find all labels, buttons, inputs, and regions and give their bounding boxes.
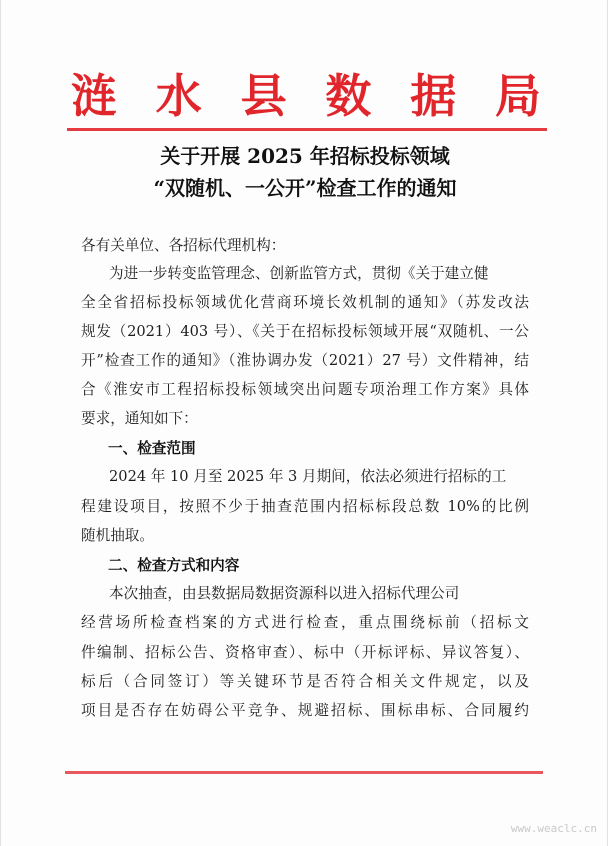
salutation: 各有关单位、各招标代理机构： xyxy=(81,237,286,254)
intro-line: 合《淮安市工程招标投标领域突出问题专项治理工作方案》具体 xyxy=(81,381,529,398)
letterhead-char: 局 xyxy=(494,69,541,123)
letterhead-title xyxy=(71,66,541,126)
section-1-line: 程建设项目，按照不少于抽查范围内招标标段总数 10%的比例 xyxy=(81,498,529,515)
section-2-heading: 二、检查方式和内容 xyxy=(108,557,240,574)
section-2-line: 经营场所检查档案的方式进行检查，重点围绕标前（招标文 xyxy=(81,614,529,631)
section-2-line: 项目是否存在妨碍公平竞争、规避招标、围标串标、合同履约 xyxy=(81,702,529,719)
intro-line: 开”检查工作的通知》（淮协调办发（2021）27 号）文件精神，结 xyxy=(81,352,529,369)
letterhead-char: 水 xyxy=(155,69,202,123)
section-1-line: 2024 年 10 月至 2025 年 3 月期间，依法必须进行招标的工 xyxy=(109,468,507,485)
intro-line: 规发（2021）403 号）、《关于在招标投标领域开展“双随机、一公 xyxy=(81,323,529,340)
document-title-line-2: “双随机、一公开”检查工作的通知 xyxy=(153,176,457,200)
letterhead-divider xyxy=(67,128,547,131)
letterhead-char: 县 xyxy=(240,69,287,123)
letterhead-char: 据 xyxy=(410,69,457,123)
letterhead-char: 涟 xyxy=(71,69,117,123)
section-2-line: 件编制、招标公告、资格审查）、标中（开标评标、异议答复）、 xyxy=(81,644,529,661)
section-2-line: 标后（合同签订）等关键环节是否符合相关文件规定，以及 xyxy=(81,673,529,690)
section-2-line: 本次抽查，由县数据局数据资源科以进入招标代理公司 xyxy=(109,585,460,602)
site-watermark: www.weaclc.cn xyxy=(510,822,597,835)
intro-line: 全全省招标投标领域优化营商环境长效机制的通知》（苏发改法 xyxy=(81,294,529,311)
intro-line: 要求，通知如下： xyxy=(81,410,198,427)
intro-line: 为进一步转变监管理念、创新监管方式，贯彻《关于建立健 xyxy=(109,265,489,282)
section-1-line: 随机抽取。 xyxy=(81,527,154,544)
section-1-heading: 一、检查范围 xyxy=(108,440,196,457)
document-title-line-1: 关于开展 2025 年招标投标领域 xyxy=(160,144,450,168)
footer-divider xyxy=(65,771,543,774)
letterhead-char: 数 xyxy=(325,69,372,123)
